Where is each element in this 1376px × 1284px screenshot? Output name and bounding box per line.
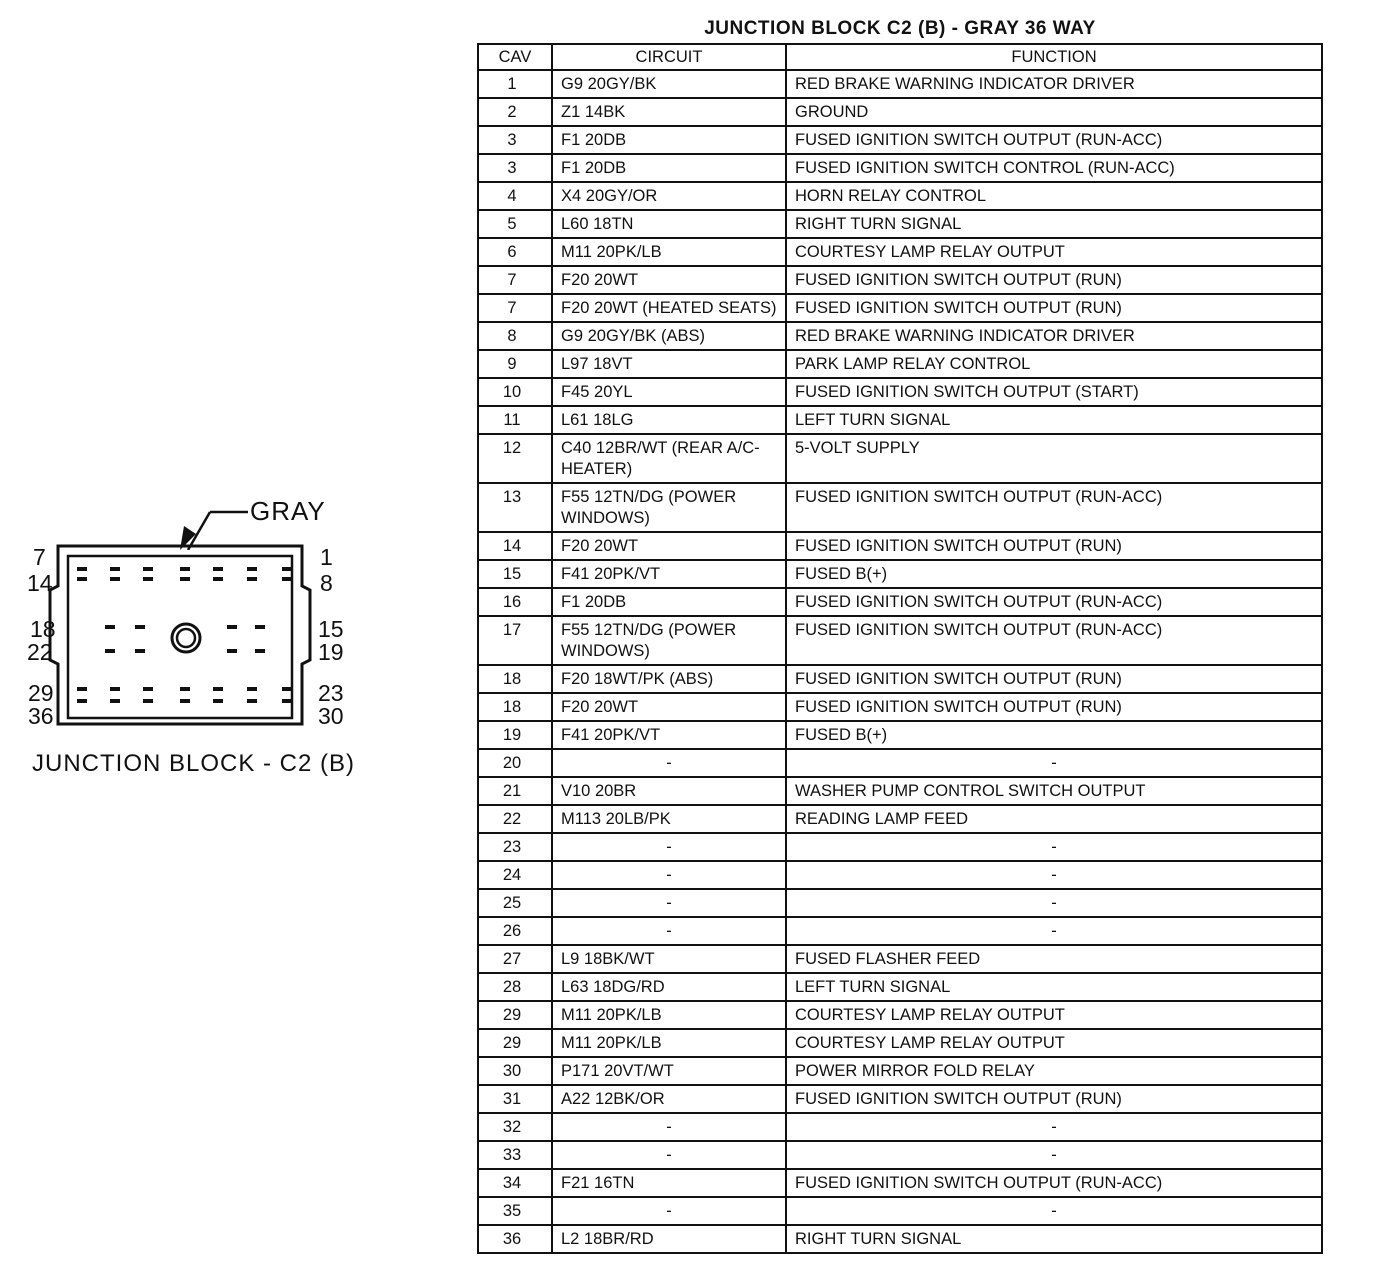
circuit-cell: M11 20PK/LB	[552, 1001, 786, 1029]
column-header-cav: CAV	[478, 44, 552, 70]
pin-label: 8	[320, 570, 333, 596]
cav-cell: 17	[478, 616, 552, 665]
table-title: JUNCTION BLOCK C2 (B) - GRAY 36 WAY	[704, 18, 1096, 39]
cav-cell: 5	[478, 210, 552, 238]
function-cell: FUSED IGNITION SWITCH OUTPUT (RUN)	[786, 532, 1322, 560]
function-cell: -	[786, 917, 1322, 945]
cav-cell: 25	[478, 889, 552, 917]
pin-label: 7	[33, 544, 46, 570]
table-row	[478, 406, 1322, 434]
pin-label: 22	[27, 639, 53, 665]
pin-label: 1	[320, 544, 333, 570]
function-cell: FUSED FLASHER FEED	[786, 945, 1322, 973]
cav-cell: 24	[478, 861, 552, 889]
table-row	[478, 378, 1322, 406]
cav-cell: 23	[478, 833, 552, 861]
function-cell: -	[786, 833, 1322, 861]
function-cell: GROUND	[786, 98, 1322, 126]
function-cell: -	[786, 1113, 1322, 1141]
connector-color-label: GRAY	[250, 496, 326, 526]
table-row	[478, 833, 1322, 861]
cav-cell: 15	[478, 560, 552, 588]
table-row	[478, 434, 1322, 483]
pin-label: 15	[318, 616, 344, 642]
cav-cell: 7	[478, 266, 552, 294]
circuit-cell: F55 12TN/DG (POWER WINDOWS)	[552, 616, 786, 665]
pinout-table	[477, 43, 1323, 1254]
cav-cell: 19	[478, 721, 552, 749]
circuit-cell: F20 20WT	[552, 693, 786, 721]
table-row	[478, 182, 1322, 210]
table-row	[478, 126, 1322, 154]
cav-cell: 8	[478, 322, 552, 350]
table-row	[478, 70, 1322, 98]
function-cell: FUSED B(+)	[786, 560, 1322, 588]
circuit-cell: L97 18VT	[552, 350, 786, 378]
table-row	[478, 1029, 1322, 1057]
table-row	[478, 721, 1322, 749]
function-cell: FUSED IGNITION SWITCH OUTPUT (RUN)	[786, 1085, 1322, 1113]
table-row	[478, 665, 1322, 693]
function-cell: 5-VOLT SUPPLY	[786, 434, 1322, 483]
cav-cell: 34	[478, 1169, 552, 1197]
circuit-cell: F20 20WT	[552, 266, 786, 294]
circuit-cell: V10 20BR	[552, 777, 786, 805]
function-cell: FUSED IGNITION SWITCH OUTPUT (RUN)	[786, 266, 1322, 294]
table-row	[478, 861, 1322, 889]
cav-cell: 29	[478, 1001, 552, 1029]
cav-cell: 18	[478, 693, 552, 721]
cav-cell: 33	[478, 1141, 552, 1169]
function-cell: -	[786, 1141, 1322, 1169]
table-row	[478, 889, 1322, 917]
circuit-cell: -	[552, 889, 786, 917]
circuit-cell: P171 20VT/WT	[552, 1057, 786, 1085]
function-cell: RED BRAKE WARNING INDICATOR DRIVER	[786, 70, 1322, 98]
circuit-cell: M11 20PK/LB	[552, 238, 786, 266]
table-row	[478, 777, 1322, 805]
table-row	[478, 98, 1322, 126]
function-cell: HORN RELAY CONTROL	[786, 182, 1322, 210]
cav-cell: 35	[478, 1197, 552, 1225]
circuit-cell: F1 20DB	[552, 126, 786, 154]
circuit-cell: F41 20PK/VT	[552, 560, 786, 588]
table-row	[478, 1225, 1322, 1253]
circuit-cell: M113 20LB/PK	[552, 805, 786, 833]
connector-caption: JUNCTION BLOCK - C2 (B)	[32, 750, 356, 777]
circuit-cell: -	[552, 833, 786, 861]
cav-cell: 20	[478, 749, 552, 777]
function-cell: -	[786, 749, 1322, 777]
circuit-cell: -	[552, 917, 786, 945]
function-cell: FUSED IGNITION SWITCH OUTPUT (RUN-ACC)	[786, 588, 1322, 616]
table-row	[478, 294, 1322, 322]
table-row	[478, 532, 1322, 560]
cav-cell: 31	[478, 1085, 552, 1113]
function-cell: FUSED IGNITION SWITCH OUTPUT (RUN)	[786, 294, 1322, 322]
pin-label: 36	[28, 703, 54, 729]
pin-label: 30	[318, 703, 344, 729]
table-row	[478, 749, 1322, 777]
cav-cell: 10	[478, 378, 552, 406]
pin-label: 19	[318, 639, 344, 665]
table-row	[478, 210, 1322, 238]
connector-outline	[40, 538, 320, 738]
circuit-cell: L63 18DG/RD	[552, 973, 786, 1001]
circuit-cell: G9 20GY/BK (ABS)	[552, 322, 786, 350]
circuit-cell: -	[552, 1141, 786, 1169]
cav-cell: 7	[478, 294, 552, 322]
table-row	[478, 238, 1322, 266]
circuit-cell: M11 20PK/LB	[552, 1029, 786, 1057]
function-cell: FUSED IGNITION SWITCH OUTPUT (RUN)	[786, 693, 1322, 721]
pin-label: 18	[30, 616, 56, 642]
table-row	[478, 266, 1322, 294]
circuit-cell: L2 18BR/RD	[552, 1225, 786, 1253]
cav-cell: 21	[478, 777, 552, 805]
circuit-cell: F20 18WT/PK (ABS)	[552, 665, 786, 693]
table-row	[478, 560, 1322, 588]
column-header-circuit: CIRCUIT	[552, 44, 786, 70]
table-row	[478, 588, 1322, 616]
cav-cell: 11	[478, 406, 552, 434]
cav-cell: 27	[478, 945, 552, 973]
cav-cell: 36	[478, 1225, 552, 1253]
cav-cell: 29	[478, 1029, 552, 1057]
function-cell: FUSED IGNITION SWITCH OUTPUT (RUN-ACC)	[786, 1169, 1322, 1197]
function-cell: COURTESY LAMP RELAY OUTPUT	[786, 1001, 1322, 1029]
table-body	[478, 70, 1322, 1253]
table-row	[478, 154, 1322, 182]
circuit-cell: F45 20YL	[552, 378, 786, 406]
circuit-cell: L9 18BK/WT	[552, 945, 786, 973]
table-row	[478, 350, 1322, 378]
circuit-cell: L61 18LG	[552, 406, 786, 434]
circuit-cell: F20 20WT	[552, 532, 786, 560]
circuit-cell: -	[552, 749, 786, 777]
circuit-cell: F1 20DB	[552, 588, 786, 616]
table-row	[478, 693, 1322, 721]
pin-label: 23	[318, 680, 344, 706]
function-cell: -	[786, 1197, 1322, 1225]
table-row	[478, 1057, 1322, 1085]
circuit-cell: -	[552, 1197, 786, 1225]
cav-cell: 4	[478, 182, 552, 210]
pin-label: 29	[28, 680, 54, 706]
cav-cell: 9	[478, 350, 552, 378]
table-row	[478, 1113, 1322, 1141]
function-cell: FUSED IGNITION SWITCH OUTPUT (RUN-ACC)	[786, 126, 1322, 154]
table-row	[478, 1197, 1322, 1225]
function-cell: FUSED IGNITION SWITCH OUTPUT (RUN-ACC)	[786, 616, 1322, 665]
cav-cell: 16	[478, 588, 552, 616]
cav-cell: 6	[478, 238, 552, 266]
table-row	[478, 1001, 1322, 1029]
table-row	[478, 1169, 1322, 1197]
pin-label: 14	[27, 570, 53, 596]
function-cell: PARK LAMP RELAY CONTROL	[786, 350, 1322, 378]
cav-cell: 22	[478, 805, 552, 833]
function-cell: RED BRAKE WARNING INDICATOR DRIVER	[786, 322, 1322, 350]
table-row	[478, 973, 1322, 1001]
cav-cell: 18	[478, 665, 552, 693]
circuit-cell: F55 12TN/DG (POWER WINDOWS)	[552, 483, 786, 532]
circuit-cell: L60 18TN	[552, 210, 786, 238]
function-cell: -	[786, 861, 1322, 889]
table-row	[478, 616, 1322, 665]
function-cell: RIGHT TURN SIGNAL	[786, 210, 1322, 238]
table-row	[478, 483, 1322, 532]
function-cell: WASHER PUMP CONTROL SWITCH OUTPUT	[786, 777, 1322, 805]
function-cell: FUSED IGNITION SWITCH CONTROL (RUN-ACC)	[786, 154, 1322, 182]
connector-diagram	[0, 480, 470, 800]
circuit-cell: F1 20DB	[552, 154, 786, 182]
function-cell: COURTESY LAMP RELAY OUTPUT	[786, 1029, 1322, 1057]
circuit-cell: C40 12BR/WT (REAR A/C-HEATER)	[552, 434, 786, 483]
function-cell: FUSED IGNITION SWITCH OUTPUT (RUN-ACC)	[786, 483, 1322, 532]
cav-cell: 28	[478, 973, 552, 1001]
circuit-cell: A22 12BK/OR	[552, 1085, 786, 1113]
table-row	[478, 322, 1322, 350]
cav-cell: 14	[478, 532, 552, 560]
cav-cell: 3	[478, 126, 552, 154]
circuit-cell: G9 20GY/BK	[552, 70, 786, 98]
circuit-cell: F20 20WT (HEATED SEATS)	[552, 294, 786, 322]
cav-cell: 2	[478, 98, 552, 126]
column-header-function: FUNCTION	[786, 44, 1322, 70]
function-cell: LEFT TURN SIGNAL	[786, 406, 1322, 434]
function-cell: FUSED B(+)	[786, 721, 1322, 749]
function-cell: FUSED IGNITION SWITCH OUTPUT (RUN)	[786, 665, 1322, 693]
table-row	[478, 1141, 1322, 1169]
function-cell: RIGHT TURN SIGNAL	[786, 1225, 1322, 1253]
table-row	[478, 917, 1322, 945]
circuit-cell: -	[552, 1113, 786, 1141]
table-row	[478, 1085, 1322, 1113]
cav-cell: 30	[478, 1057, 552, 1085]
circuit-cell: F21 16TN	[552, 1169, 786, 1197]
cav-cell: 32	[478, 1113, 552, 1141]
circuit-cell: -	[552, 861, 786, 889]
table-row	[478, 945, 1322, 973]
circuit-cell: Z1 14BK	[552, 98, 786, 126]
table-row	[478, 805, 1322, 833]
function-cell: READING LAMP FEED	[786, 805, 1322, 833]
cav-cell: 13	[478, 483, 552, 532]
cav-cell: 1	[478, 70, 552, 98]
circuit-cell: F41 20PK/VT	[552, 721, 786, 749]
function-cell: -	[786, 889, 1322, 917]
function-cell: POWER MIRROR FOLD RELAY	[786, 1057, 1322, 1085]
cav-cell: 26	[478, 917, 552, 945]
cav-cell: 3	[478, 154, 552, 182]
cav-cell: 12	[478, 434, 552, 483]
function-cell: COURTESY LAMP RELAY OUTPUT	[786, 238, 1322, 266]
function-cell: FUSED IGNITION SWITCH OUTPUT (START)	[786, 378, 1322, 406]
circuit-cell: X4 20GY/OR	[552, 182, 786, 210]
table-header-row	[478, 44, 1322, 70]
function-cell: LEFT TURN SIGNAL	[786, 973, 1322, 1001]
